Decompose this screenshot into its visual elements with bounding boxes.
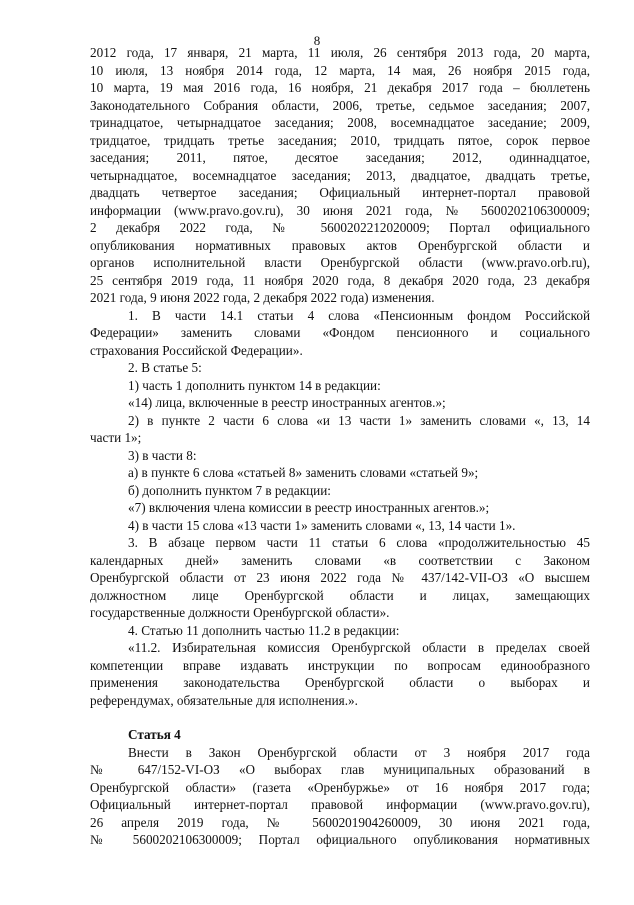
text-line: применения законодательства Оренбургской области о выборах и: [90, 675, 590, 690]
subpoint-3b: б) дополнить пунктом 7 в редакции:: [128, 482, 331, 498]
text-line: части 1»;: [90, 430, 142, 445]
text-line: Оренбургской области» (газета «Оренбуржье» от 16 ноября 2017 года;: [90, 779, 590, 795]
text-line: № 647/152-VI-ОЗ «О выборах глав муниципальных образований в: [90, 762, 590, 777]
text-line: органов исполнительной власти Оренбургской области (www.pravo.orb.ru),: [90, 255, 590, 270]
subpoint-3a: а) в пункте 6 слова «статьей 8» заменить словами «статьей 9»;: [128, 465, 479, 480]
paragraph-point-3: [90, 534, 590, 622]
text-line: референдумах, обязательные для исполнения.».: [90, 692, 358, 708]
quote-item-14: «14) лица, включенные в реестр иностранных агентов.»;: [128, 395, 446, 410]
text-line: Внести в Закон Оренбургской области от 3 ноября 2017 года: [128, 744, 590, 760]
text-line: четырнадцатое, восемнадцатое заседания; 2013, двадцатое, двадцать третье,: [90, 167, 590, 183]
text-line: заседания; 2011, пятое, десятое заседания; 2012, одиннадцатое,: [90, 150, 590, 165]
text-line: Законодательного Собрания области, 2006, третье, седьмое заседания; 2007,: [90, 97, 590, 113]
subpoint-4: 4) в части 15 слова «13 части 1» заменить словами «, 13, 14 части 1».: [128, 517, 516, 533]
text-line: государственные должности Оренбургской области».: [90, 605, 390, 620]
text-line: 2 декабря 2022 года, № 5600202212020009; Портал официального: [90, 220, 590, 235]
page-number: 8: [313, 33, 321, 48]
text-line: тринадцатое, четырнадцатое заседания; 2008, восемнадцатое заседание; 2009,: [90, 115, 590, 130]
text-line: 1. В части 14.1 статьи 4 слова «Пенсионным фондом Российской: [128, 307, 590, 323]
text-line: 26 апреля 2019 года, № 5600201904260009, 30 июня 2021 года,: [90, 814, 590, 830]
text-line: компетенции вправе издавать инструкции по вопросам единообразного: [90, 657, 590, 673]
text-line: 2012 года, 17 января, 21 марта, 11 июля, 26 сентября 2013 года, 20 марта,: [90, 45, 590, 60]
text-line: страхования Российской Федерации».: [90, 342, 303, 358]
subpoint-3: 3) в части 8:: [128, 447, 197, 463]
paragraph-point-1: [90, 307, 590, 360]
text-line: должностном лице Оренбургской области и лицах, замещающих: [90, 587, 590, 603]
text-line: № 5600202106300009; Портал официального опубликования нормативных: [90, 832, 590, 847]
text-line: 2021 года, 9 июня 2022 года, 2 декабря 2022 года) изменения.: [90, 290, 435, 305]
text-line: 25 сентября 2019 года, 11 ноября 2020 года, 8 декабря 2020 года, 23 декабря: [90, 272, 590, 288]
spacer: [90, 709, 590, 726]
text-line: Федерации» заменить словами «Фондом пенсионного и социального: [90, 325, 590, 340]
text-line: календарных дней» заменить словами «в соответствии с Законом: [90, 552, 590, 568]
text-line: «11.2. Избирательная комиссия Оренбургской области в пределах своей: [128, 640, 590, 655]
quote-item-11-2: [90, 639, 590, 709]
paragraph-article-4: [90, 744, 590, 849]
text-line: Оренбургской области от 23 июня 2022 года № 437/142-VII-ОЗ «О высшем: [90, 570, 590, 585]
quote-item-7: «7) включения члена комиссии в реестр иностранных агентов.»;: [128, 500, 490, 515]
text-line: информации (www.pravo.gov.ru), 30 июня 2021 года, № 5600202106300009;: [90, 202, 590, 218]
paragraph-amendment-sources: [90, 44, 590, 307]
text-line: двадцать четвертое заседания; Официальный интернет-портал правовой: [90, 185, 590, 200]
paragraph-point-2: 2. В статье 5:: [128, 360, 202, 375]
text-line: 10 марта, 19 мая 2016 года, 16 ноября, 21 декабря 2017 года – бюллетень: [90, 80, 590, 95]
text-line: 3. В абзаце первом части 11 статьи 6 слова «продолжительностью 45: [128, 535, 590, 550]
document-body: [90, 44, 590, 849]
text-line: опубликования нормативных правовых актов Оренбургской области и: [90, 237, 590, 253]
article-heading: Статья 4: [128, 727, 181, 742]
subpoint-1: 1) часть 1 дополнить пунктом 14 в редакции:: [128, 377, 381, 393]
subpoint-2: [90, 412, 590, 447]
text-line: тридцатое, тридцать третье заседания; 2010, тридцать пятое, сорок первое: [90, 132, 590, 148]
text-line: 10 июля, 13 ноября 2014 года, 12 марта, 14 мая, 26 ноября 2015 года,: [90, 62, 590, 78]
text-line: Официальный интернет-портал правовой информации (www.pravo.gov.ru),: [90, 797, 590, 812]
paragraph-point-4: 4. Статью 11 дополнить частью 11.2 в редакции:: [128, 622, 400, 638]
text-line: 2) в пункте 2 части 6 слова «и 13 части 1» заменить словами «, 13, 14: [128, 412, 590, 428]
